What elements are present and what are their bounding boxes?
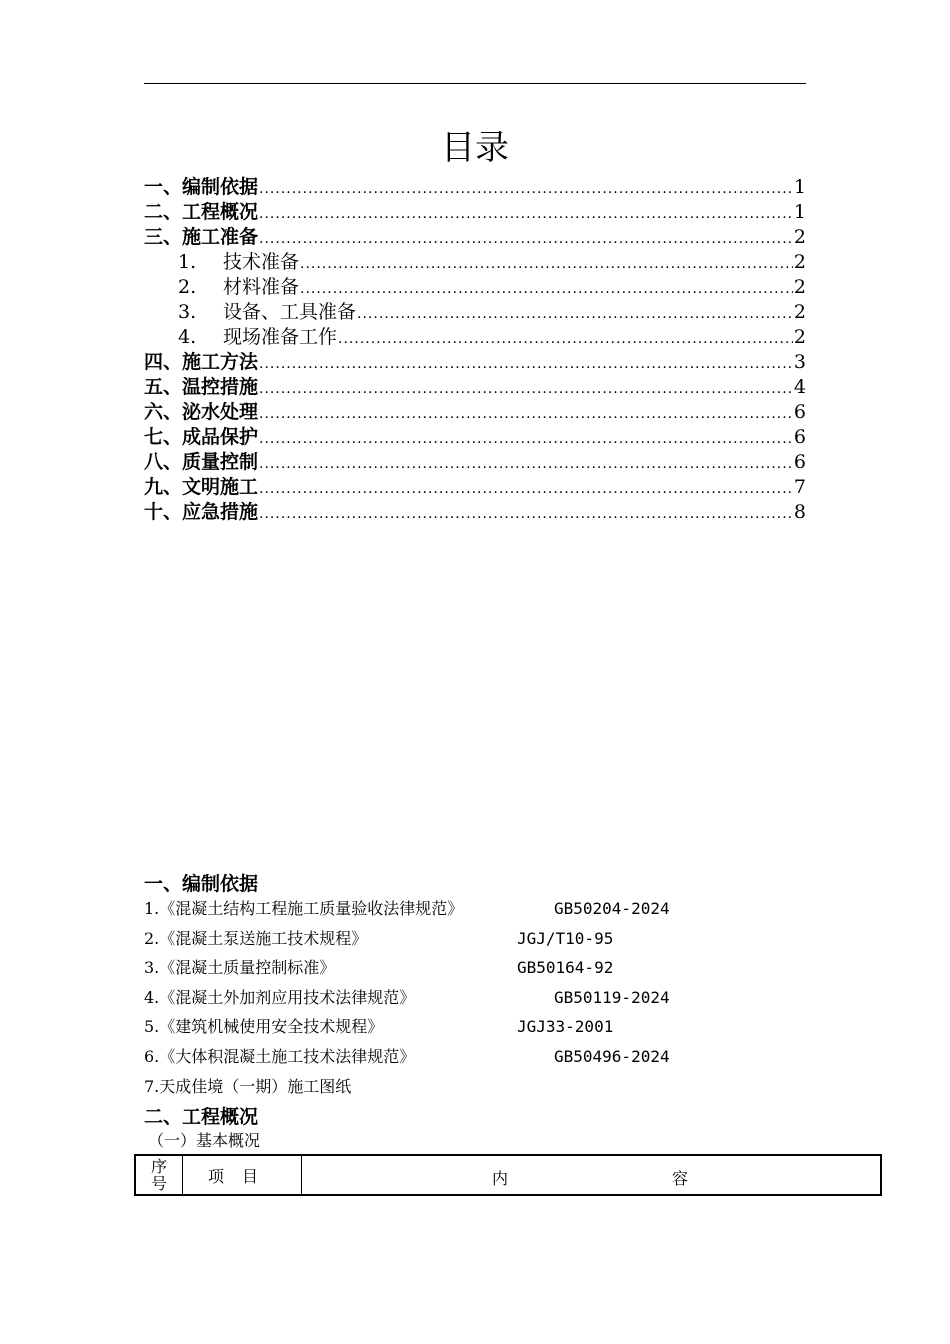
toc-entry-label: 六、泌水处理 (144, 401, 259, 423)
toc-entry[interactable] (144, 449, 806, 474)
toc-entry-page: 2 (793, 226, 806, 248)
toc-entry-label: 五、温控措施 (144, 376, 259, 398)
toc-leader-dots (259, 354, 793, 374)
basis-item-title: 4.《混凝土外加剂应用技术法律规范》 (144, 987, 416, 1007)
header-content (302, 1155, 882, 1195)
header-item: 项目 (183, 1155, 302, 1195)
toc-entry[interactable] (144, 324, 806, 349)
toc-leader-dots (259, 179, 793, 199)
toc-entry-label: 设备、工具准备 (223, 301, 357, 323)
basis-item-code: GB50119-2024 (554, 987, 670, 1007)
toc-entry-page: 2 (793, 301, 806, 323)
toc-leader-dots (259, 404, 793, 424)
toc-entry-page: 6 (793, 401, 806, 423)
basis-item (144, 1075, 463, 1105)
basis-item-title: 2.《混凝土泵送施工技术规程》 (144, 928, 368, 948)
basis-item (144, 986, 670, 1016)
header-no-line1: 序 (150, 1157, 167, 1176)
overview-table (134, 1154, 882, 1196)
basis-item-title: 1.《混凝土结构工程施工质量验收法律规范》 (144, 899, 464, 918)
toc-entry-number: 2. (178, 276, 197, 298)
toc-entry[interactable] (144, 499, 806, 524)
basis-item (144, 1015, 614, 1045)
toc-entry[interactable] (144, 374, 806, 399)
header-no-line2: 号 (150, 1174, 167, 1193)
basis-item-code: GB50164-92 (517, 958, 614, 978)
toc-entry-label: 七、成品保护 (144, 426, 259, 448)
toc-entry[interactable] (144, 249, 806, 274)
toc-entry-label: 九、文明施工 (144, 476, 259, 498)
basis-item-code: GB50496-2024 (554, 1046, 670, 1066)
basis-item-code: GB50204-2024 (554, 899, 670, 918)
toc-entry[interactable] (144, 424, 806, 449)
toc-entry-label: 材料准备 (223, 276, 300, 298)
basis-item-code: JGJ/T10-95 (517, 928, 614, 948)
toc-entry[interactable] (144, 349, 806, 374)
toc-entry[interactable] (144, 174, 806, 199)
basis-item-title: 3.《混凝土质量控制标准》 (144, 958, 336, 978)
toc-leader-dots (259, 429, 793, 449)
toc-entry[interactable] (144, 274, 806, 299)
toc-leader-dots (259, 379, 793, 399)
toc-entry-page: 6 (793, 426, 806, 448)
toc-entry-page: 1 (793, 176, 806, 198)
toc-leader-dots (300, 279, 793, 299)
basis-item (144, 897, 670, 927)
basis-item (144, 1045, 670, 1075)
header-no (135, 1155, 183, 1195)
toc-entry-page: 8 (793, 501, 806, 523)
toc-entry-page: 3 (793, 351, 806, 373)
toc-entry-page: 2 (793, 326, 806, 348)
toc-entry-label: 现场准备工作 (223, 326, 338, 348)
toc-entry-page: 7 (793, 476, 806, 498)
toc-entry-label: 技术准备 (223, 251, 300, 273)
basis-item (144, 956, 614, 986)
toc-leader-dots (300, 254, 793, 274)
basis-item-code: JGJ33-2001 (517, 1017, 614, 1037)
basis-item-title: 7.天成佳境（一期）施工图纸 (144, 1076, 352, 1096)
toc-entry[interactable] (144, 299, 806, 324)
toc-entry-page: 6 (793, 451, 806, 473)
toc-entry-number: 4. (178, 326, 197, 348)
header-content-a: 内 (492, 1169, 509, 1188)
toc-entry-page: 4 (793, 376, 806, 398)
toc-entry[interactable] (144, 474, 806, 499)
basis-item-title: 5.《建筑机械使用安全技术规程》 (144, 1017, 384, 1037)
toc-entry-label: 十、应急措施 (144, 501, 259, 523)
toc-entry-page: 2 (793, 276, 806, 298)
header-content-b: 容 (672, 1169, 689, 1188)
toc-entry[interactable] (144, 224, 806, 249)
table-of-contents (144, 174, 806, 524)
toc-leader-dots (259, 504, 793, 524)
basis-item-title: 6.《大体积混凝土施工技术法律规范》 (144, 1046, 416, 1066)
toc-entry-page: 1 (793, 201, 806, 223)
toc-entry-label: 二、工程概况 (144, 201, 259, 223)
toc-entry-label: 三、施工准备 (144, 226, 259, 248)
toc-entry-number: 3. (178, 301, 197, 323)
header-rule (144, 83, 806, 84)
toc-leader-dots (259, 454, 793, 474)
toc-title: 目录 (441, 128, 509, 168)
toc-leader-dots (357, 304, 793, 324)
toc-leader-dots (259, 229, 793, 249)
toc-leader-dots (338, 329, 793, 349)
basis-list (144, 897, 670, 1104)
section2-subheading: （一）基本概况 (148, 1131, 261, 1150)
toc-entry-number: 1. (178, 251, 197, 273)
toc-entry-label: 一、编制依据 (144, 176, 259, 198)
toc-entry-label: 八、质量控制 (144, 451, 259, 473)
toc-entry-label: 四、施工方法 (144, 351, 259, 373)
section2-heading: 二、工程概况 (144, 1106, 259, 1128)
toc-entry[interactable] (144, 399, 806, 424)
table-header-row (135, 1155, 881, 1195)
toc-leader-dots (259, 479, 793, 499)
toc-leader-dots (259, 204, 793, 224)
basis-item (144, 927, 614, 957)
section1-heading: 一、编制依据 (144, 873, 259, 895)
toc-entry[interactable] (144, 199, 806, 224)
toc-entry-page: 2 (793, 251, 806, 273)
